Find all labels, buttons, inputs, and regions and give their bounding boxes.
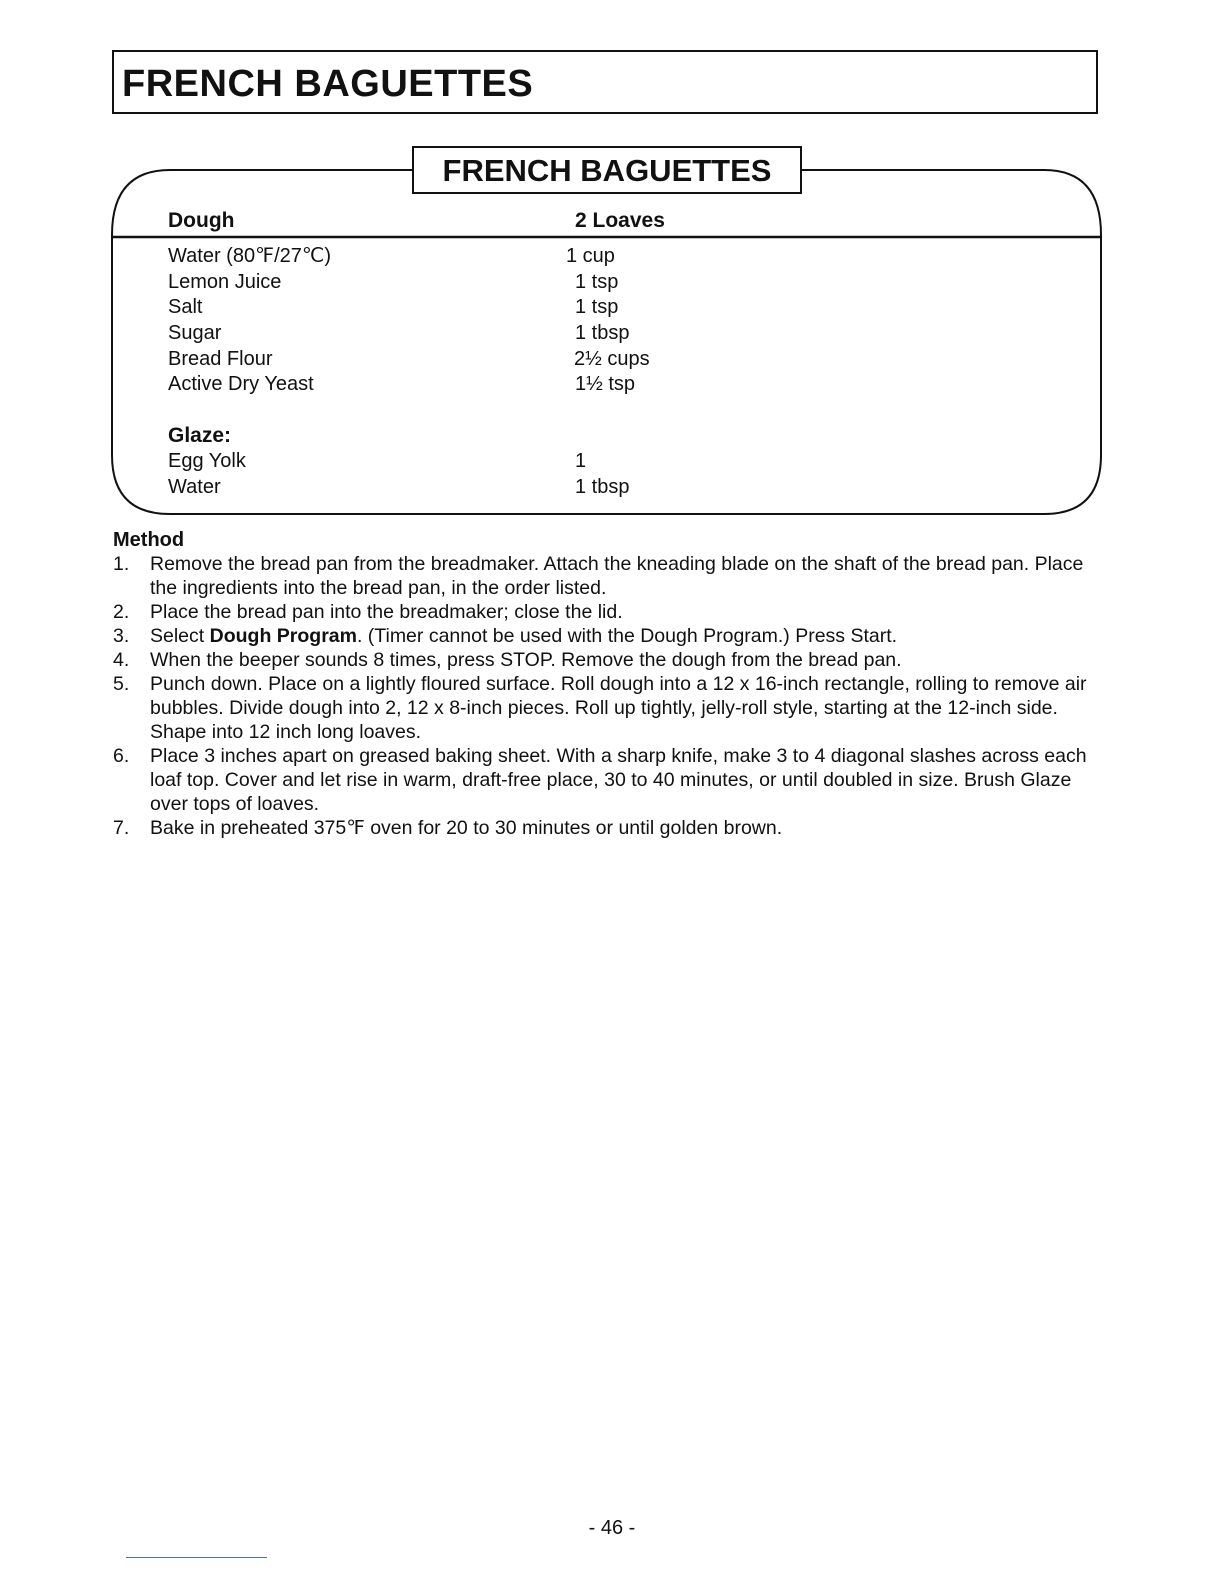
step-text-before: Select bbox=[150, 625, 210, 647]
method-steps bbox=[113, 552, 1103, 840]
recipe-title-box bbox=[412, 146, 802, 194]
ingredient-qty: 1 tbsp bbox=[575, 322, 630, 344]
recipe-title: FRENCH BAGUETTES bbox=[442, 153, 772, 188]
step-number: 5. bbox=[113, 673, 130, 695]
step-text-after: . (Timer cannot be used with the Dough Program.) Press Start. bbox=[356, 625, 898, 647]
step-number: 2. bbox=[113, 601, 130, 623]
step-text: When the beeper sounds 8 times, press STOP. Remove the dough from the bread pan. bbox=[150, 649, 902, 671]
footer-rule bbox=[126, 1557, 267, 1558]
ingredient-name: Active Dry Yeast bbox=[168, 373, 314, 395]
step-text: Place 3 inches apart on greased baking sheet. With a sharp knife, make 3 to 4 diagonal slashes across each loaf top. Cover and let rise in warm, draft-free place, 30 to 40 minutes, or until doubled in size. Brush Glaze over tops of loaves. bbox=[150, 745, 1087, 815]
glaze-header: Glaze: bbox=[168, 424, 232, 447]
method-step bbox=[113, 816, 1103, 840]
step-number: 6. bbox=[113, 745, 130, 767]
ingredient-qty: 2½ cups bbox=[574, 348, 650, 370]
ingredient-name: Water (80℉/27℃) bbox=[168, 245, 332, 267]
ingredient-name: Lemon Juice bbox=[168, 271, 282, 293]
step-text: Remove the bread pan from the breadmaker. Attach the kneading blade on the shaft of the bread pan. Place the ingredients into the bread pan, in the order listed. bbox=[150, 553, 1084, 599]
ingredient-qty: 1 tsp bbox=[575, 296, 619, 318]
step-number: 7. bbox=[113, 817, 130, 839]
dough-header: Dough bbox=[168, 209, 235, 232]
ingredient-qty: 1 cup bbox=[566, 245, 615, 267]
ingredient-name: Water bbox=[168, 476, 221, 498]
ingredient-qty: 1 bbox=[575, 450, 587, 472]
step-number: 4. bbox=[113, 649, 130, 671]
ingredient-name: Sugar bbox=[168, 322, 222, 344]
page-number: - 46 - bbox=[588, 1517, 636, 1539]
method-step bbox=[113, 624, 1103, 648]
method-step bbox=[113, 552, 1103, 600]
page-title: FRENCH BAGUETTES bbox=[122, 63, 534, 105]
dough-program-label: Dough Program bbox=[209, 625, 357, 647]
ingredient-qty: 1 tsp bbox=[575, 271, 619, 293]
ingredient-name: Bread Flour bbox=[168, 348, 273, 370]
ingredient-name: Egg Yolk bbox=[168, 450, 246, 472]
method-heading: Method bbox=[113, 529, 185, 551]
method-step bbox=[113, 648, 1103, 672]
step-number: 3. bbox=[113, 625, 130, 647]
yield-header: 2 Loaves bbox=[575, 209, 665, 232]
method-step bbox=[113, 672, 1103, 744]
ingredient-name: Salt bbox=[168, 296, 203, 318]
ingredient-qty: 1½ tsp bbox=[575, 373, 636, 395]
method-step bbox=[113, 744, 1103, 816]
step-text: Place the bread pan into the breadmaker; close the lid. bbox=[150, 601, 623, 623]
step-number: 1. bbox=[113, 553, 130, 575]
step-text: Punch down. Place on a lightly floured surface. Roll dough into a 12 x 16-inch rectangle, rolling to remove air bubbles. Divide dough into 2, 12 x 8-inch pieces. Roll up tightly, jelly-roll style, starting at the 12-inch side. Shape into 12 inch long loaves. bbox=[150, 673, 1087, 743]
ingredient-qty: 1 tbsp bbox=[575, 476, 630, 498]
step-text: Bake in preheated 375℉ oven for 20 to 30 minutes or until golden brown. bbox=[150, 817, 783, 839]
method-step bbox=[113, 600, 1103, 624]
